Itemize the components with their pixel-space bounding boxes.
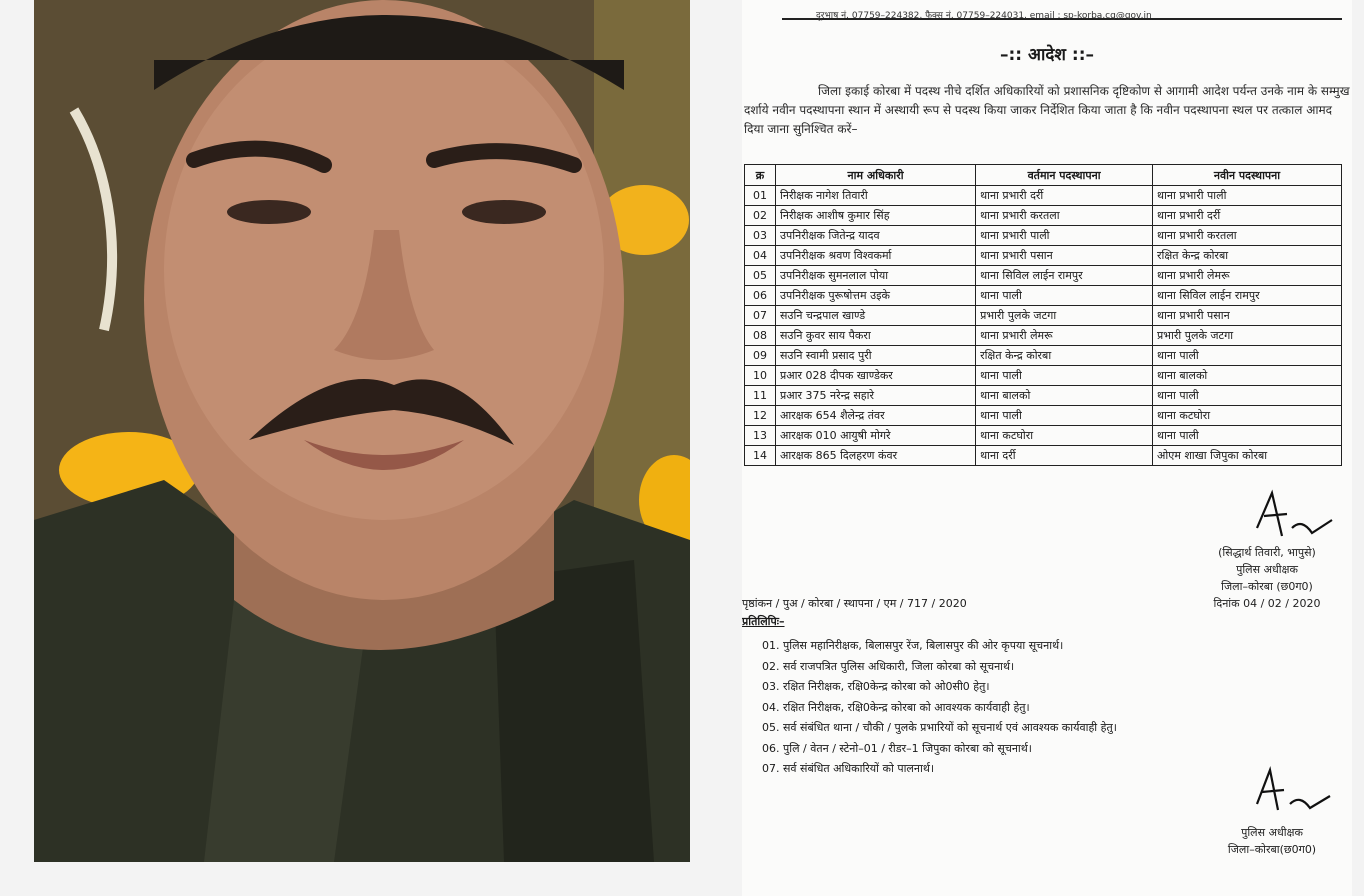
officer-name-cell: सउनि चन्द्रपाल खाण्डे: [776, 306, 976, 326]
serial-cell: 11: [745, 386, 776, 406]
handwritten-signature-1: [1242, 488, 1342, 548]
list-item: 02. सर्व राजपत्रित पुलिस अधिकारी, जिला कोरबा को सूचनार्थ।: [762, 659, 1015, 673]
serial-cell: 10: [745, 366, 776, 386]
current-posting-cell: थाना बालको: [976, 386, 1153, 406]
table-row: [745, 346, 1342, 366]
reference-number: पृष्ठांकन / पुअ / कोरबा / स्थापना / एम / 717 / 2020: [742, 597, 967, 610]
transfer-order-document: [742, 0, 1352, 896]
officer-name-cell: प्रआर 375 नरेन्द्र सहारे: [776, 386, 976, 406]
order-date: दिनांक 04 / 02 / 2020: [1213, 597, 1321, 610]
table-row: [745, 226, 1342, 246]
signatory-name: (सिद्धार्थ तिवारी, भापुसे): [1218, 546, 1316, 559]
new-posting-cell: थाना प्रभारी पाली: [1153, 186, 1342, 206]
officer-name-cell: सउनि कुवर साय पैकरा: [776, 326, 976, 346]
new-posting-cell: प्रभारी पुलके जटगा: [1153, 326, 1342, 346]
table-row: [745, 286, 1342, 306]
table-row: [745, 266, 1342, 286]
signature-block-2: [1202, 824, 1342, 858]
serial-cell: 04: [745, 246, 776, 266]
list-item: 03. रक्षित निरीक्षक, रक्षि0केन्द्र कोरबा को ओ0सी0 हेतु।: [762, 680, 990, 693]
table-row: [745, 446, 1342, 466]
serial-cell: 12: [745, 406, 776, 426]
serial-cell: 09: [745, 346, 776, 366]
table-header-row: [745, 165, 1342, 186]
header-new-posting: नवीन पदस्थापना: [1153, 165, 1342, 186]
current-posting-cell: थाना प्रभारी दर्री: [976, 186, 1153, 206]
current-posting-cell: थाना पाली: [976, 366, 1153, 386]
serial-cell: 07: [745, 306, 776, 326]
current-posting-cell: थाना कटघोरा: [976, 426, 1153, 446]
table-row: [745, 186, 1342, 206]
signatory-designation: पुलिस अधीक्षक: [1241, 826, 1303, 839]
list-item: 06. पुलि / वेतन / स्टेनो–01 / रीडर–1 जिपुका कोरबा को सूचनार्थ।: [762, 741, 1032, 755]
table-row: [745, 306, 1342, 326]
new-posting-cell: थाना कटघोरा: [1153, 406, 1342, 426]
officer-portrait-photo: [34, 0, 690, 862]
list-item: 01. पुलिस महानिरीक्षक, बिलासपुर रेंज, बिलासपुर की ओर कृपया सूचनार्थ।: [762, 639, 1064, 652]
officer-name-cell: निरीक्षक आशीष कुमार सिंह: [776, 206, 976, 226]
signatory-district: जिला–कोरबा (छ0ग0): [1221, 580, 1313, 593]
portrait-illustration: [34, 0, 690, 862]
table-row: [745, 206, 1342, 226]
handwritten-signature-2: [1242, 766, 1342, 824]
serial-cell: 03: [745, 226, 776, 246]
serial-cell: 06: [745, 286, 776, 306]
officer-name-cell: उपनिरीक्षक सुमनलाल पोया: [776, 266, 976, 286]
new-posting-cell: थाना प्रभारी दर्री: [1153, 206, 1342, 226]
serial-cell: 05: [745, 266, 776, 286]
current-posting-cell: थाना प्रभारी करतला: [976, 206, 1153, 226]
current-posting-cell: थाना प्रभारी पसान: [976, 246, 1153, 266]
current-posting-cell: थाना सिविल लाईन रामपुर: [976, 266, 1153, 286]
current-posting-cell: प्रभारी पुलके जटगा: [976, 306, 1153, 326]
transfer-table: [744, 164, 1342, 466]
current-posting-cell: थाना पाली: [976, 286, 1153, 306]
new-posting-cell: रक्षित केन्द्र कोरबा: [1153, 246, 1342, 266]
officer-name-cell: निरीक्षक नागेश तिवारी: [776, 186, 976, 206]
new-posting-cell: थाना सिविल लाईन रामपुर: [1153, 286, 1342, 306]
new-posting-cell: थाना पाली: [1153, 386, 1342, 406]
officer-name-cell: उपनिरीक्षक जितेन्द्र यादव: [776, 226, 976, 246]
order-title: –:: आदेश ::–: [1000, 45, 1094, 65]
list-item: 04. रक्षित निरीक्षक, रक्षि0केन्द्र कोरबा को आवश्यक कार्यवाही हेतु।: [762, 700, 1030, 714]
current-posting-cell: थाना पाली: [976, 406, 1153, 426]
table-row: [745, 326, 1342, 346]
serial-cell: 02: [745, 206, 776, 226]
signatory-designation: पुलिस अधीक्षक: [1236, 563, 1298, 576]
officer-name-cell: उपनिरीक्षक पुरूषोत्तम उइके: [776, 286, 976, 306]
signatory-district: जिला–कोरबा(छ0ग0): [1227, 843, 1317, 856]
table-row: [745, 406, 1342, 426]
table-row: [745, 426, 1342, 446]
new-posting-cell: थाना पाली: [1153, 426, 1342, 446]
new-posting-cell: थाना पाली: [1153, 346, 1342, 366]
current-posting-cell: थाना दर्री: [976, 446, 1153, 466]
officer-name-cell: आरक्षक 654 शैलेन्द्र तंवर: [776, 406, 976, 426]
new-posting-cell: थाना प्रभारी पसान: [1153, 306, 1342, 326]
serial-cell: 14: [745, 446, 776, 466]
serial-cell: 08: [745, 326, 776, 346]
order-paragraph: जिला इकाई कोरबा में पदस्थ नीचे दर्शित अधिकारियों को प्रशासनिक दृष्टिकोण से आगामी आदेश पर्यन्त उनके नाम के सम्मुख दर्शाये नवीन पदस्थापना स्थान में अस्थायी रूप से पदस्थ किया जाकर निर्देशित किया जाता है कि नवीन पदस्थापना स्थल पर तत्काल आमद दिया जाना सुनिश्चित करें–: [744, 84, 1350, 136]
new-posting-cell: थाना बालको: [1153, 366, 1342, 386]
officer-name-cell: आरक्षक 865 दिलहरण कंवर: [776, 446, 976, 466]
table-row: [745, 386, 1342, 406]
new-posting-cell: थाना प्रभारी लेमरू: [1153, 266, 1342, 286]
officer-name-cell: उपनिरीक्षक श्रवण विश्वकर्मा: [776, 246, 976, 266]
table-row: [745, 246, 1342, 266]
copy-list: [762, 636, 1348, 780]
serial-cell: 13: [745, 426, 776, 446]
current-posting-cell: रक्षित केन्द्र कोरबा: [976, 346, 1153, 366]
list-item: 07. सर्व संबंधित अधिकारियों को पालनार्थ।: [762, 762, 935, 775]
officer-name-cell: प्रआर 028 दीपक खाण्डेकर: [776, 366, 976, 386]
letterhead-contact: दूरभाष नं. 07759–224382, फैक्स नं. 07759–224031, email : sp-korba.cg@gov.in: [742, 0, 1352, 24]
officer-name-cell: सउनि स्वामी प्रसाद पुरी: [776, 346, 976, 366]
header-current-posting: वर्तमान पदस्थापना: [976, 165, 1153, 186]
header-serial: क्र: [745, 165, 776, 186]
copy-heading: प्रतिलिपिः–: [742, 615, 785, 628]
new-posting-cell: ओएम शाखा जिपुका कोरबा: [1153, 446, 1342, 466]
officer-name-cell: आरक्षक 010 आयुषी मोगरे: [776, 426, 976, 446]
serial-cell: 01: [745, 186, 776, 206]
table-row: [745, 366, 1342, 386]
new-posting-cell: थाना प्रभारी करतला: [1153, 226, 1342, 246]
header-officer-name: नाम अधिकारी: [776, 165, 976, 186]
list-item: 05. सर्व संबंधित थाना / चौकी / पुलके प्रभारियों को सूचनार्थ एवं आवश्यक कार्यवाही हेतु।: [762, 721, 1117, 734]
current-posting-cell: थाना प्रभारी लेमरू: [976, 326, 1153, 346]
current-posting-cell: थाना प्रभारी पाली: [976, 226, 1153, 246]
